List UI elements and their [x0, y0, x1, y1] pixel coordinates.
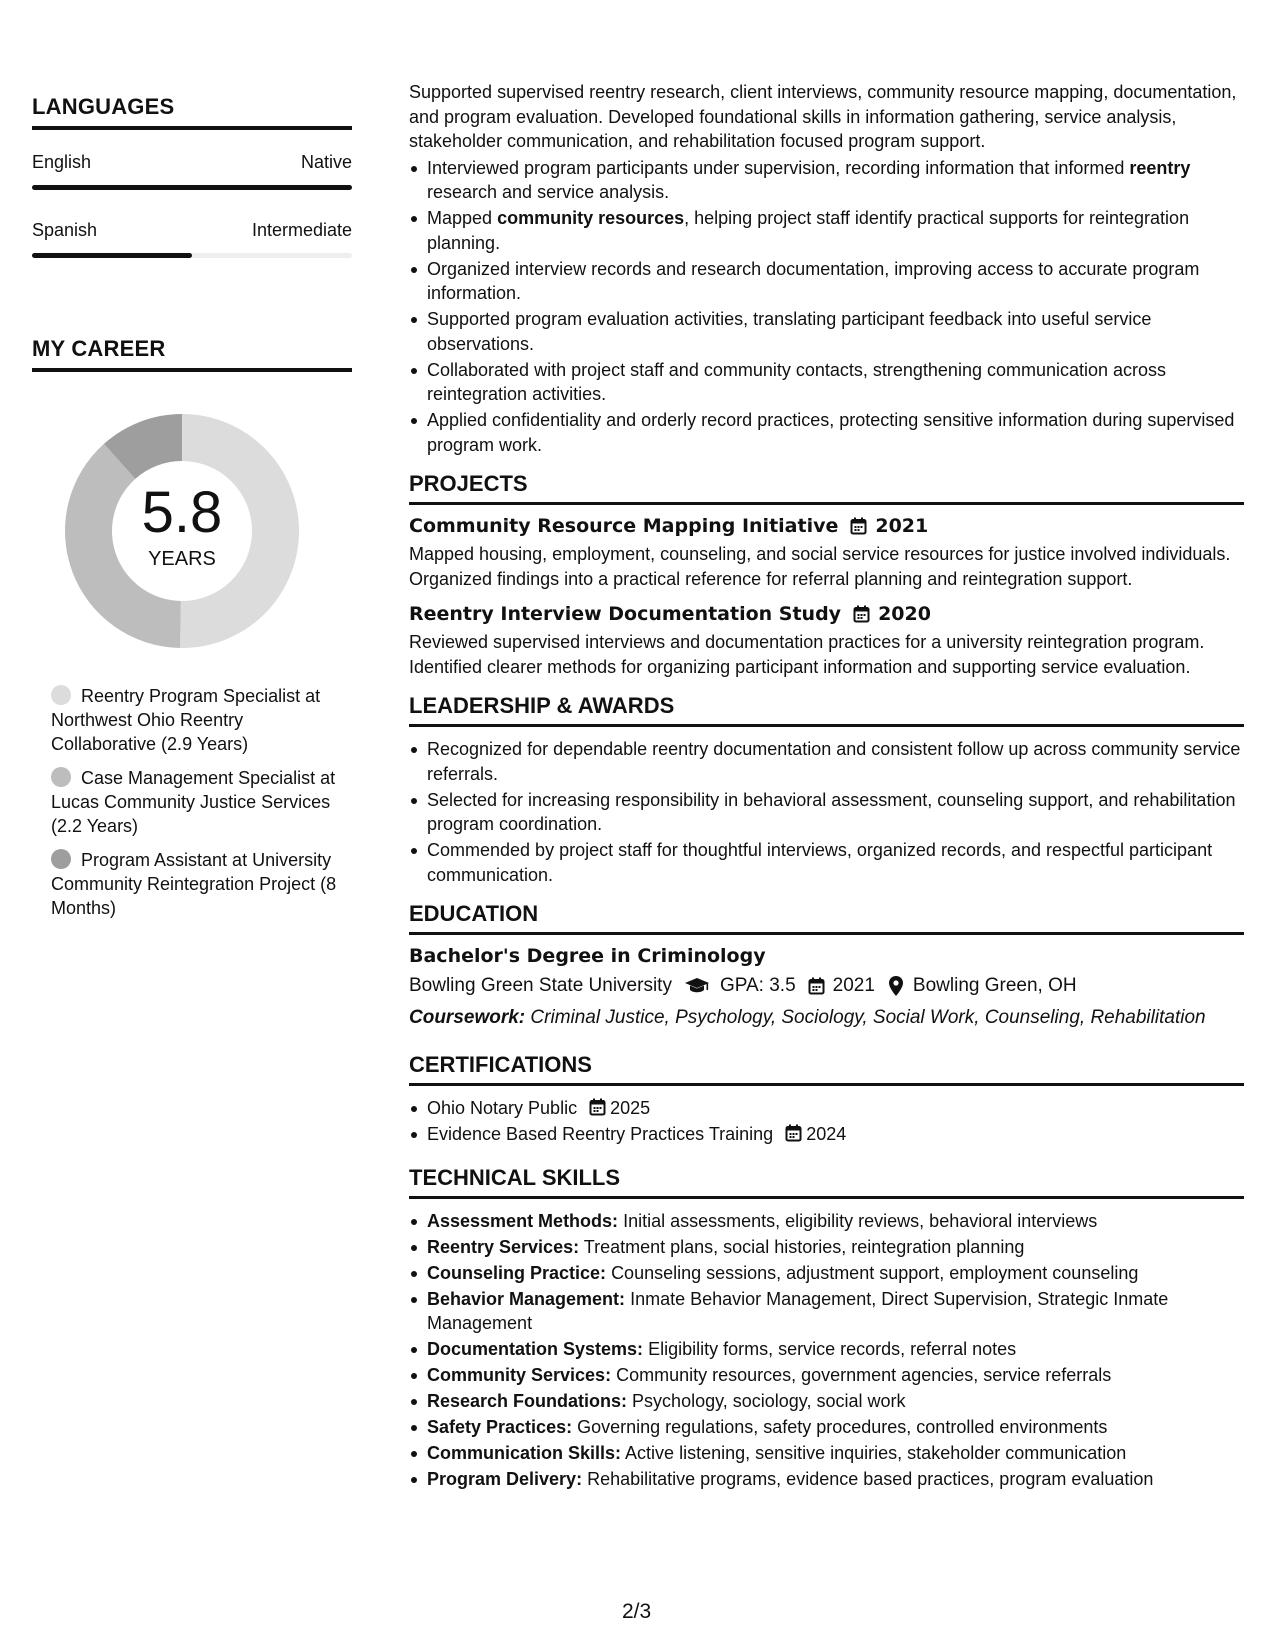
bullet-text: Interviewed program participants under supervision, recording information that informed: [427, 157, 1130, 178]
language-level-fill: [32, 185, 352, 190]
main-content: [409, 80, 1244, 1493]
career-total-years: 5.8: [141, 479, 223, 545]
bullet-text: Organized interview records and research documentation, improving access to accurate program information.: [427, 258, 1200, 303]
skill-label: Communication Skills:: [427, 1443, 622, 1463]
skill-label: Behavior Management:: [427, 1288, 626, 1309]
school-location: Bowling Green, OH: [912, 975, 1077, 996]
calendar-icon: [850, 517, 867, 535]
languages-heading: LANGUAGES: [32, 94, 352, 130]
skill-item: [409, 1415, 1244, 1440]
sidebar: [32, 94, 352, 930]
projects-heading: PROJECTS: [409, 471, 1244, 505]
skill-item: [409, 1389, 1244, 1414]
language-row: [32, 220, 352, 241]
graduation-cap-icon: [684, 977, 710, 995]
donut-center: [57, 406, 307, 656]
skill-item: [409, 1287, 1244, 1336]
career-total-unit: YEARS: [148, 547, 216, 570]
language-level-fill: [32, 253, 192, 258]
skill-item: [409, 1235, 1244, 1260]
skill-value: Community resources, government agencies, service referrals: [616, 1365, 1112, 1385]
project-year: 2020: [878, 603, 931, 625]
bullet-bold: community resources: [497, 208, 685, 228]
leadership-list: [409, 737, 1244, 887]
skill-value: Treatment plans, social histories, reintegration planning: [583, 1236, 1025, 1257]
page-number: 2/3: [622, 1600, 652, 1623]
skill-label: Reentry Services:: [427, 1236, 580, 1257]
cert-year: 2024: [806, 1124, 847, 1144]
skill-value: Eligibility forms, service records, referral notes: [648, 1339, 1017, 1359]
list-item: [409, 358, 1244, 407]
list-item: Recognized for dependable reentry documentation and consistent follow up across community service referrals.: [409, 737, 1244, 786]
bullet-bold: reentry: [1129, 157, 1191, 178]
calendar-icon: [589, 1098, 606, 1116]
bullet-text: Collaborated with project staff and community contacts, strengthening communication across reintegration activities.: [427, 359, 1167, 404]
project-name: Reentry Interview Documentation Study: [409, 603, 842, 625]
skill-label: Assessment Methods:: [427, 1210, 619, 1231]
list-item: [409, 307, 1244, 356]
skill-item: [409, 1363, 1244, 1388]
skills-list: [409, 1209, 1244, 1492]
project-description: Reviewed supervised interviews and documentation practices for a university reintegration program. Identified clearer methods for organizing participant information and supporting service evaluation.: [409, 632, 1205, 677]
legend-label: Case Management Specialist at Lucas Community Justice Services (2.2 Years): [51, 768, 336, 836]
certifications-heading: CERTIFICATIONS: [409, 1052, 1244, 1086]
coursework-label: Coursework:: [409, 1007, 526, 1028]
skill-item: [409, 1209, 1244, 1234]
bullet-text: Supported program evaluation activities, translating participant feedback into useful service observations.: [427, 309, 1152, 354]
legend-item: [51, 684, 341, 756]
legend-item: [51, 766, 341, 838]
skills-heading: TECHNICAL SKILLS: [409, 1165, 1244, 1199]
project-title: [409, 515, 1244, 537]
education-details: [409, 973, 1244, 999]
calendar-icon: [853, 605, 870, 623]
education-heading: EDUCATION: [409, 901, 1244, 935]
skill-label: Safety Practices:: [427, 1417, 573, 1437]
skill-value: Psychology, sociology, social work: [632, 1391, 906, 1411]
skill-item: [409, 1441, 1244, 1466]
leadership-heading: LEADERSHIP & AWARDS: [409, 693, 1244, 727]
certifications-list: [409, 1096, 1244, 1147]
skill-value: Initial assessments, eligibility reviews, behavioral interviews: [623, 1210, 1098, 1231]
skill-label: Program Delivery:: [427, 1469, 583, 1489]
school-name: Bowling Green State University: [409, 975, 672, 996]
list-item: [409, 1096, 1244, 1121]
skill-value: Counseling sessions, adjustment support, employment counseling: [611, 1262, 1139, 1283]
language-level: Intermediate: [251, 220, 352, 240]
skill-value: Rehabilitative programs, evidence based practices, program evaluation: [587, 1469, 1154, 1489]
bullet-text: Applied confidentiality and orderly record practices, protecting sensitive information during supervised program work.: [427, 410, 1235, 455]
skill-value: Active listening, sensitive inquiries, stakeholder communication: [625, 1443, 1127, 1463]
experience-bullets: [409, 156, 1244, 458]
language-name: English: [32, 152, 92, 172]
project-title: [409, 603, 1244, 625]
list-item: Selected for increasing responsibility in behavioral assessment, counseling support, and rehabilitation program coordination.: [409, 788, 1244, 837]
bullet-text: research and service analysis.: [427, 182, 670, 202]
gpa: GPA: 3.5: [719, 975, 796, 996]
career-legend: [51, 684, 341, 920]
skill-item: [409, 1467, 1244, 1492]
calendar-icon: [808, 977, 825, 995]
legend-dot: [51, 849, 71, 869]
list-item: Commended by project staff for thoughtful interviews, organized records, and respectful participant communication.: [409, 838, 1244, 887]
language-name: Spanish: [32, 220, 98, 240]
calendar-icon: [785, 1124, 802, 1142]
list-item: [409, 257, 1244, 306]
cert-name: Evidence Based Reentry Practices Training: [427, 1124, 774, 1144]
coursework-list: Criminal Justice, Psychology, Sociology, Social Work, Counseling, Rehabilitation: [530, 1007, 1206, 1028]
skill-value: Inmate Behavior Management, Direct Supervision, Strategic Inmate Management: [427, 1288, 1169, 1333]
legend-dot: [51, 767, 71, 787]
list-item: [409, 408, 1244, 457]
legend-dot: [51, 685, 71, 705]
skill-item: [409, 1337, 1244, 1362]
skill-label: Community Services:: [427, 1365, 612, 1385]
project-name: Community Resource Mapping Initiative: [409, 515, 839, 537]
language-level: Native: [300, 152, 352, 172]
degree-title: Bachelor's Degree in Criminology: [409, 945, 766, 967]
language-row: [32, 152, 352, 173]
skill-value: Governing regulations, safety procedures, controlled environments: [577, 1417, 1108, 1437]
bullet-text: Mapped: [427, 208, 498, 228]
list-item: [409, 206, 1244, 255]
location-pin-icon: [889, 976, 903, 996]
skill-label: Research Foundations:: [427, 1391, 628, 1411]
bullet-text: , helping project staff identify practical supports for reintegration planning.: [427, 208, 1190, 253]
career-donut-chart: [57, 406, 307, 656]
legend-item: [51, 848, 341, 920]
project-year: 2021: [875, 515, 929, 537]
cert-year: 2025: [610, 1098, 651, 1118]
skill-label: Documentation Systems:: [427, 1339, 644, 1359]
list-item: [409, 1122, 1244, 1147]
experience-summary: Supported supervised reentry research, client interviews, community resource mapping, documentation, and program evaluation. Developed foundational skills in information gathering, service analysis, stakeholder communication, and rehabilitation focused program support.: [409, 82, 1237, 151]
career-heading: MY CAREER: [32, 336, 352, 372]
list-item: [409, 156, 1244, 205]
language-level-bar: [32, 185, 352, 190]
graduation-year: 2021: [832, 975, 875, 996]
cert-name: Ohio Notary Public: [427, 1098, 578, 1118]
project-description: Mapped housing, employment, counseling, and social service resources for justice involved individuals. Organized findings into a practical reference for referral planning and reintegration support.: [409, 544, 1231, 589]
legend-label: Program Assistant at University Community Reintegration Project (8 Months): [51, 850, 337, 918]
coursework: [409, 1005, 1244, 1030]
language-level-bar: [32, 253, 352, 258]
legend-label: Reentry Program Specialist at Northwest Ohio Reentry Collaborative (2.9 Years): [51, 686, 321, 754]
skill-label: Counseling Practice:: [427, 1262, 607, 1283]
skill-item: [409, 1261, 1244, 1286]
